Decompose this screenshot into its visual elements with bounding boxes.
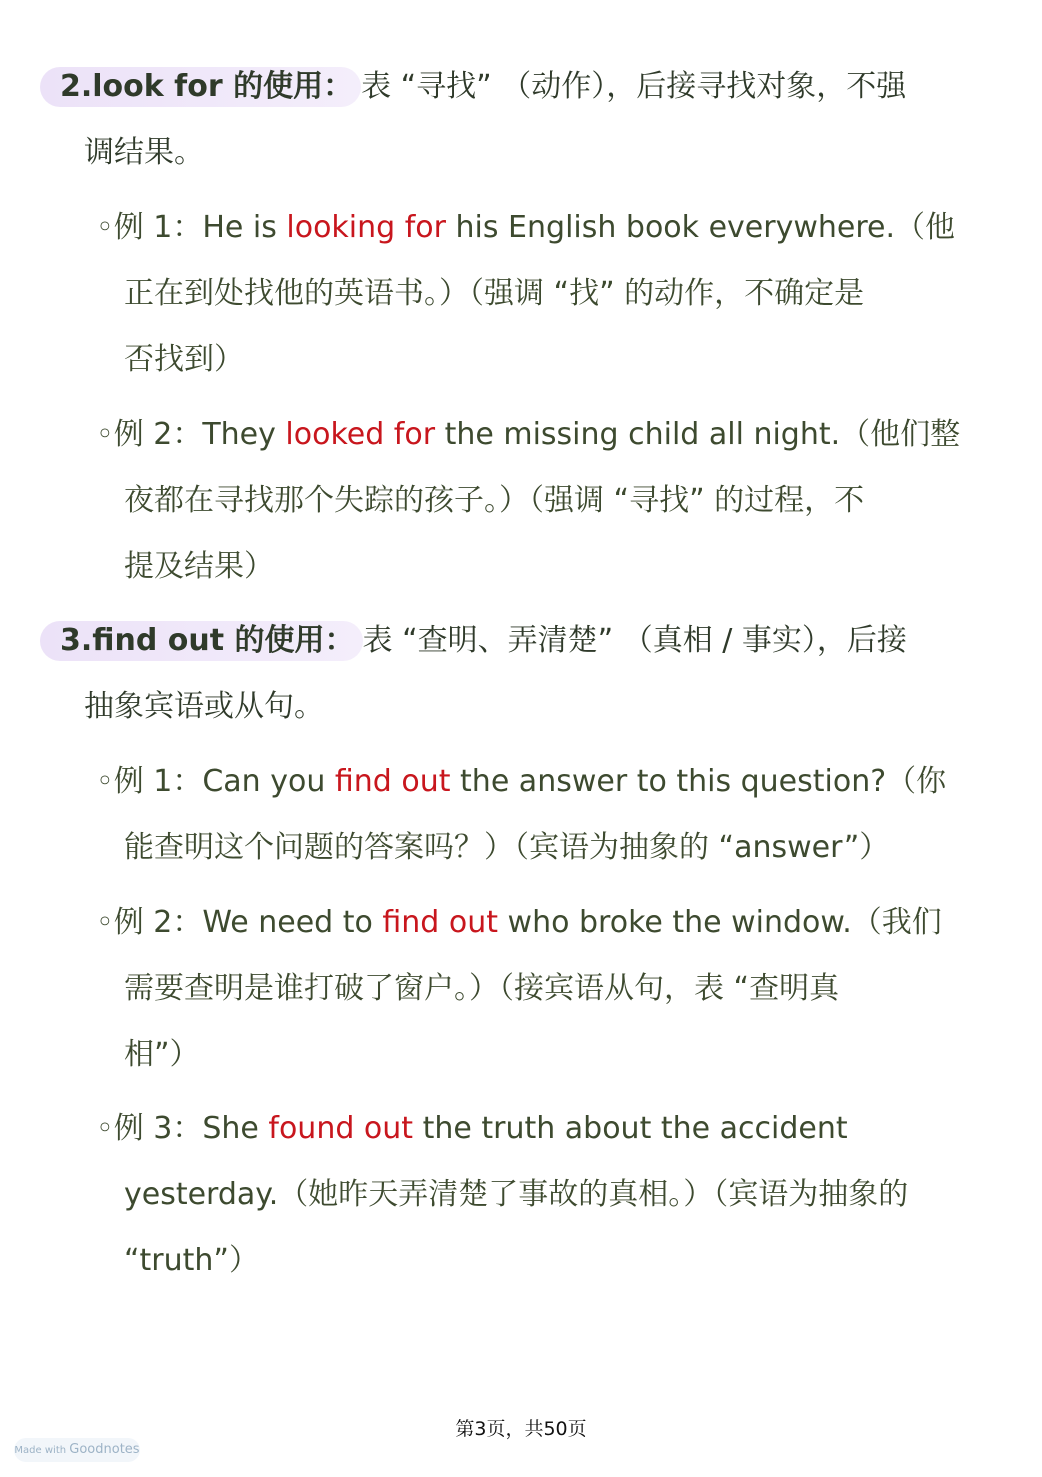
watermark-prefix: Made with [14,1445,67,1456]
example-bullet: ◦例 2： [96,905,203,940]
section-2-text-line2: 调结果。 [84,135,204,170]
example-text-pre: She [202,1111,269,1146]
section-2-text-line1: 表 “寻找” （动作），后接寻找对象，不强 [361,69,907,104]
watermark-brand: Goodnotes [69,1442,140,1457]
highlight-phrase: find out [382,905,499,940]
example-bullet: ◦例 1： [96,210,203,245]
highlight-phrase: looking for [286,210,446,245]
example-continuation: 提及结果） [124,549,274,584]
highlight-phrase: found out [268,1111,414,1146]
section-2-heading [40,54,975,186]
example-text-pre: They [202,417,286,452]
example-text-post: the truth about the accident [413,1111,848,1146]
section-3-heading [40,608,975,740]
example-continuation: 否找到） [124,342,244,377]
example-text-post: who broke the window.（我们 [498,905,942,940]
example-continuation: 相”） [124,1037,200,1072]
section-3-example-2 [96,890,976,1088]
example-continuation: 夜都在寻找那个失踪的孩子。）（强调 “寻找” 的过程，不 [124,483,865,518]
example-text-post: the missing child all night.（他们整 [435,417,961,452]
example-continuation: “truth”） [124,1243,259,1278]
example-text-post: his English book everywhere.（他 [446,210,956,245]
example-continuation: 需要查明是谁打破了窗户。）（接宾语从句，表 “查明真 [124,971,840,1006]
highlight-phrase: find out [334,764,451,799]
example-continuation: yesterday.（她昨天弄清楚了事故的真相。）（宾语为抽象的 [124,1177,909,1212]
example-text-pre: Can you [202,764,335,799]
section-3-example-3 [96,1096,976,1294]
example-continuation: 能查明这个问题的答案吗？）（宾语为抽象的 “answer”） [124,830,890,865]
section-2-example-2 [96,402,976,600]
section-3-text-line1: 表 “查明、弄清楚” （真相 / 事实），后接 [362,623,907,658]
example-bullet: ◦例 3： [96,1111,203,1146]
highlight-phrase: looked for [285,417,436,452]
example-continuation: 正在到处找他的英语书。）（强调 “找” 的动作，不确定是 [124,276,865,311]
section-3-label: 3.find out 的使用： [40,621,363,661]
section-3-example-1 [96,749,976,881]
example-text-pre: He is [202,210,287,245]
section-2-label: 2.look for 的使用： [40,67,361,107]
example-bullet: ◦例 1： [96,764,203,799]
goodnotes-watermark [14,1438,140,1462]
example-text-pre: We need to [202,905,383,940]
section-3-text-line2: 抽象宾语或从句。 [84,689,324,724]
section-2-example-1 [96,195,976,393]
example-bullet: ◦例 2： [96,417,203,452]
page-number: 第3页，共50页 [455,1418,587,1440]
example-text-post: the answer to this question?（你 [450,764,947,799]
